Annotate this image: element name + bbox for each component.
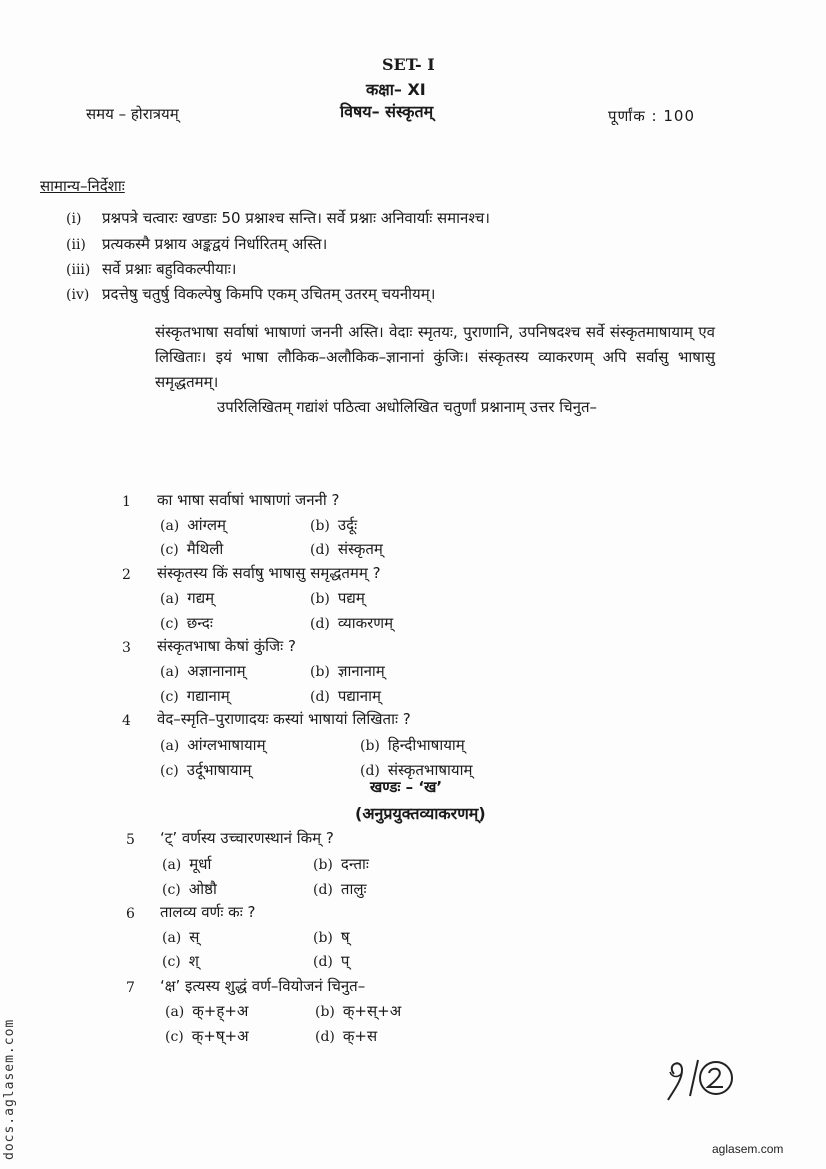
- question-number: 5: [126, 832, 135, 848]
- set-label: SET- I: [382, 55, 435, 74]
- time-label: समय – होरात्रयम्: [86, 105, 179, 123]
- option-c: (c) क्+ष्+अ: [165, 1027, 249, 1045]
- option-a: (a) आंग्लभाषायाम्: [160, 736, 266, 754]
- question-text: ‘क्ष’ इत्यस्य शुद्धं वर्ण–वियोजनं चिनुत–: [160, 977, 366, 995]
- question-number: 1: [122, 494, 131, 510]
- option-b: (b) उर्दूः: [310, 516, 358, 534]
- option-d: (d) संस्कृतम्: [310, 540, 383, 558]
- marks-label: पूर्णांक : 100: [608, 107, 695, 125]
- passage-instruction: उपरिलिखितम् गद्यांशं पठित्वा अधोलिखित चतुर्णां प्रश्नानाम् उत्तर चिनुत–: [217, 398, 598, 416]
- option-c: (c) श्: [162, 952, 199, 970]
- option-d: (d) क्+स: [315, 1027, 378, 1045]
- question-number: 3: [122, 640, 131, 656]
- handwritten-page-mark: [660, 1056, 740, 1106]
- option-c: (c) मैथिली: [160, 540, 224, 558]
- question-number: 4: [122, 713, 131, 729]
- option-b: (b) क्+स्+अ: [315, 1002, 402, 1020]
- option-c: (c) उर्दूभाषायाम्: [160, 761, 252, 779]
- option-a: (a) अज्ञानानाम्: [160, 662, 246, 680]
- side-watermark: docs.aglasem.com: [2, 1018, 17, 1160]
- question-number: 2: [122, 567, 131, 583]
- instruction-item: (iv) प्रदत्तेषु चतुर्षु विकल्पेषु किमपि एकम् उचितम् उतरम् चयनीयम्।: [66, 285, 436, 303]
- section-title: खण्डः – ‘ख’: [370, 778, 443, 796]
- option-c: (c) गद्यानाम्: [160, 687, 230, 705]
- option-a: (a) आंग्लम्: [160, 516, 226, 534]
- option-d: (d) संस्कृतभाषायाम्: [360, 761, 473, 779]
- question-text: संस्कृतस्य किं सर्वाषु भाषासु समृद्धतमम् ?: [157, 564, 381, 582]
- option-d: (d) व्याकरणम्: [310, 614, 394, 632]
- instruction-item: (ii) प्रत्यकस्मै प्रश्नाय अङ्कद्वयं निर्धारितम् अस्ति।: [66, 235, 328, 253]
- question-text: वेद–स्मृति–पुराणादयः कस्यां भाषायां लिखिताः ?: [157, 710, 411, 728]
- option-c: (c) ओष्ठौ: [162, 880, 217, 898]
- question-text: संस्कृतभाषा केषां कुंजिः ?: [157, 637, 296, 655]
- option-b: (b) ज्ञानानाम्: [310, 662, 385, 680]
- instruction-item: (iii) सर्वे प्रश्नाः बहुविकल्पीयाः।: [66, 260, 237, 278]
- option-d: (d) तालुः: [313, 880, 367, 898]
- question-text: ‘ट्’ वर्णस्य उच्चारणस्थानं किम् ?: [160, 829, 334, 847]
- class-label: कक्षा– XI: [366, 80, 426, 99]
- option-b: (b) दन्ताः: [313, 855, 369, 873]
- section-subtitle: (अनुप्रयुक्तव्याकरणम्): [355, 804, 486, 823]
- passage-paragraph: संस्कृतभाषा सर्वाषां भाषाणां जननी अस्ति। वेदाः स्मृतयः, पुराणानि, उपनिषदश्च सर्वे संस्कृतमाषायाम् एव लिखिताः। इयं भाषा लौकिक–अलौकिक–ज्ञानानां कुंजिः। संस्कृतस्य व्याकरणम् अपि सर्वासु भाषासु समृद्धतमम्।: [155, 323, 715, 391]
- option-a: (a) स्: [162, 928, 200, 946]
- subject-label: विषय– संस्कृतम्: [340, 102, 434, 121]
- question-number: 6: [126, 906, 135, 922]
- option-b: (b) पद्यम्: [310, 589, 365, 607]
- question-text: का भाषा सर्वाषां भाषाणां जननी ?: [157, 491, 340, 509]
- passage: [155, 320, 715, 420]
- option-a: (a) मूर्धा: [162, 855, 212, 873]
- question-text: तालव्य वर्णः कः ?: [160, 903, 256, 921]
- option-b: (b) हिन्दीभाषायाम्: [360, 736, 465, 754]
- option-a: (a) गद्यम्: [160, 589, 215, 607]
- option-d: (d) प्: [313, 952, 350, 970]
- instruction-item: (i) प्रश्नपत्रे चत्वारः खण्डाः 50 प्रश्नाश्च सन्ति। सर्वे प्रश्नाः अनिवार्याः समानश्च।: [66, 209, 490, 227]
- footer-site: aglasem.com: [712, 1142, 784, 1156]
- question-number: 7: [126, 980, 135, 996]
- option-a: (a) क्+ह्+अ: [165, 1002, 249, 1020]
- instructions-title: सामान्य–निर्देशाः: [40, 177, 125, 195]
- option-d: (d) पद्यानाम्: [310, 687, 381, 705]
- option-b: (b) ष्: [313, 928, 350, 946]
- option-c: (c) छन्दः: [160, 614, 213, 632]
